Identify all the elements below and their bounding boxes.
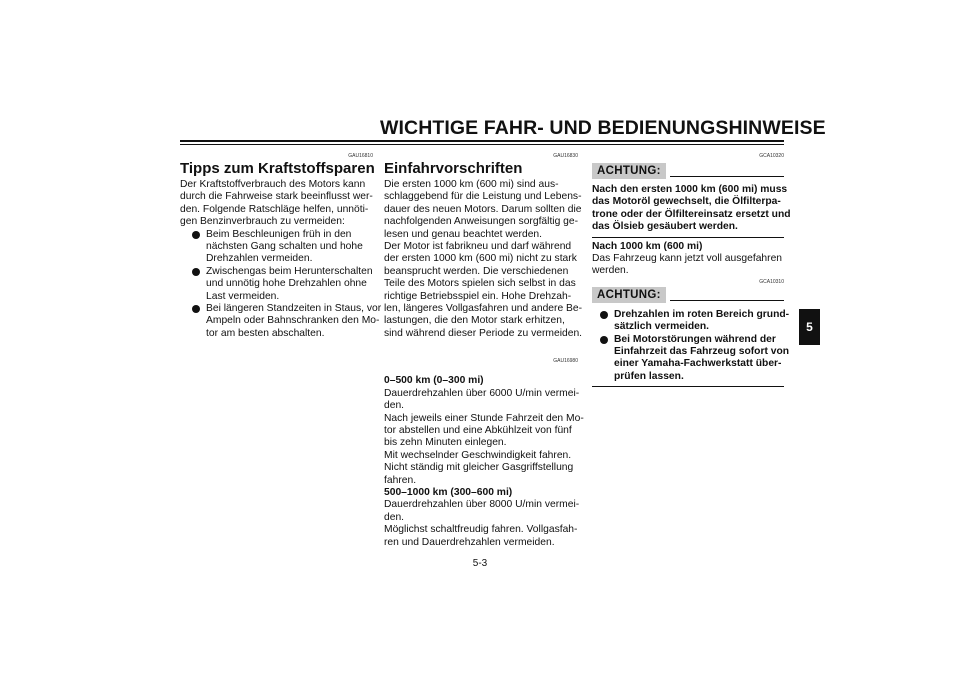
text-line: trone oder der Ölfiltereinsatz ersetzt und	[592, 208, 791, 220]
paragraph	[384, 179, 582, 241]
text-line: Der Motor ist fabrikneu und darf während	[384, 241, 572, 253]
text-line: den. Folgende Ratschläge helfen, unnöti-	[180, 203, 369, 215]
list-item	[188, 303, 382, 315]
text-line: Nicht ständig mit gleicher Gasgriffstellung	[384, 462, 574, 474]
section-code: GCA10320	[759, 153, 784, 159]
section-heading: Einfahrvorschriften	[384, 160, 523, 177]
text-line: Bei längeren Standzeiten in Staus, vor	[206, 303, 382, 315]
achtung-label: ACHTUNG:	[592, 287, 666, 303]
paragraph	[384, 241, 583, 340]
text-line: Einfahrzeit das Fahrzeug sofort von	[614, 346, 790, 358]
text-line: werden.	[592, 265, 629, 277]
text-line: Der Kraftstoffverbrauch des Motors kann	[180, 179, 366, 190]
text-line: lastungen, die den Motor stark erhitzen,	[384, 315, 565, 327]
achtung-text	[592, 184, 791, 234]
bullet-icon	[192, 231, 200, 239]
list-item	[596, 371, 784, 383]
text-line: sind während dieser Periode zu vermeiden.	[384, 327, 583, 339]
text-line: Beim Beschleunigen früh in den	[206, 228, 352, 240]
text-line: Nach den ersten 1000 km (600 mi) muss	[592, 184, 788, 195]
text-line: Teile des Motors spielen sich selbst in das	[384, 278, 576, 290]
list-item	[188, 266, 373, 278]
text-line: Ampeln oder Bahnschranken den Mo-	[206, 315, 380, 327]
section-code: GAU16830	[553, 153, 578, 159]
text-line: Nach jeweils einer Stunde Fahrzeit den Mo-	[384, 412, 584, 424]
header-rule-thin	[180, 144, 784, 145]
text-line: Drehzahlen im roten Bereich grund-	[614, 308, 790, 320]
achtung-bottom-rule	[592, 237, 784, 238]
section-heading: Tipps zum Kraftstoffsparen	[180, 160, 375, 177]
text-line: der ersten 1000 km (600 mi) nicht zu stark	[384, 253, 577, 265]
section-code: GAU16980	[553, 358, 578, 365]
list-item	[188, 315, 380, 327]
text-line: Bei Motorstörungen während der	[614, 333, 776, 345]
bullet-icon	[192, 305, 200, 313]
list-item	[188, 241, 373, 253]
achtung-rule	[670, 176, 784, 177]
text-line: Dauerdrehzahlen über 8000 U/min vermei-	[384, 499, 580, 511]
chapter-tab: 5	[799, 309, 820, 345]
list-item	[188, 291, 373, 303]
bullet-icon	[600, 336, 608, 344]
list-item	[188, 328, 373, 340]
text-line: Dauerdrehzahlen über 6000 U/min vermei-	[384, 387, 580, 399]
subsection-heading: 500–1000 km (300–600 mi)	[384, 486, 513, 498]
text-line: nächsten Gang schalten und hohe	[206, 241, 363, 253]
column-3	[592, 153, 791, 387]
text-line: Das Fahrzeug kann jetzt voll ausgefahren	[592, 253, 783, 265]
list-item	[188, 278, 373, 290]
column-2	[384, 153, 584, 549]
text-line: bis zehn Minuten einlegen.	[384, 437, 507, 449]
subsection-heading: Nach 1000 km (600 mi)	[592, 240, 703, 252]
text-line: gen Benzinverbrauch zu vermeiden:	[180, 216, 345, 228]
text-line: sätzlich vermeiden.	[614, 321, 709, 333]
subsection-heading: 0–500 km (0–300 mi)	[384, 375, 484, 387]
section-code: GCA10310	[759, 278, 784, 285]
text-line: tor am besten abschalten.	[206, 327, 325, 339]
text-line: beansprucht werden. Die verschiedenen	[384, 265, 569, 277]
text-line: schlaggebend für die Leistung und Lebens-	[384, 191, 582, 203]
intro-paragraph	[180, 179, 373, 229]
achtung-rule	[670, 300, 784, 301]
text-line: Möglichst schaltfreudig fahren. Vollgasfah-	[384, 524, 578, 536]
list-item	[596, 334, 784, 346]
text-line: Die ersten 1000 km (600 mi) sind aus-	[384, 179, 559, 190]
text-line: nachfolgenden Anweisungen sorgfältig ge-	[384, 216, 579, 228]
text-line: das Motoröl gewechselt, die Ölfilterpa-	[592, 196, 781, 208]
text-line: ren und Dauerdrehzahlen vermeiden.	[384, 536, 555, 548]
subsection-500-1000	[384, 487, 578, 549]
achtung-list	[596, 308, 790, 383]
text-line: durch die Fahrweise stark beeinflusst wer-	[180, 191, 373, 203]
header-rule	[180, 140, 784, 142]
text-line: dauer des neuen Motors. Darum sollten die	[384, 203, 582, 215]
text-line: tor abstellen und eine Abkühlzeit von fünf	[384, 424, 572, 436]
page-number: 5-3	[472, 558, 488, 569]
text-line: das Ölsieb gesäubert werden.	[592, 221, 738, 233]
list-item	[596, 346, 790, 358]
column-1	[180, 153, 382, 340]
achtung-bottom-rule	[592, 386, 784, 387]
list-item	[188, 229, 373, 241]
text-line: den.	[384, 400, 405, 412]
page-title: WICHTIGE FAHR- UND BEDIENUNGSHINWEISE	[380, 117, 826, 139]
text-line: den.	[384, 511, 405, 523]
subsection-0-500	[384, 375, 584, 487]
text-line: lesen und genau beachtet werden.	[384, 228, 543, 240]
text-line: einer Yamaha-Fachwerkstatt über-	[614, 358, 782, 370]
list-item	[596, 308, 790, 321]
text-line: Zwischengas beim Herunterschalten	[206, 265, 373, 277]
tips-list	[188, 228, 382, 341]
text-line: richtige Betriebsspiel ein. Hohe Drehzah-	[384, 290, 572, 302]
list-item	[596, 321, 784, 333]
list-item	[596, 358, 784, 370]
list-item	[188, 253, 373, 265]
text-line: Last vermeiden.	[206, 290, 280, 302]
section-code: GAU16810	[348, 153, 373, 159]
text-line: fahren.	[384, 474, 417, 486]
bullet-icon	[192, 268, 200, 276]
subsection-after-1000	[592, 241, 784, 278]
text-line: Drehzahlen vermeiden.	[206, 253, 313, 265]
achtung-header	[592, 163, 784, 179]
text-line: Mit wechselnder Geschwindigkeit fahren.	[384, 449, 572, 461]
text-line: prüfen lassen.	[614, 370, 684, 382]
text-line: und unnötig hohe Drehzahlen ohne	[206, 278, 367, 290]
achtung-label: ACHTUNG:	[592, 163, 666, 179]
text-line: len, längeres Vollgasfahren und andere Be-	[384, 303, 583, 315]
bullet-icon	[600, 311, 608, 319]
achtung-header	[592, 287, 784, 303]
